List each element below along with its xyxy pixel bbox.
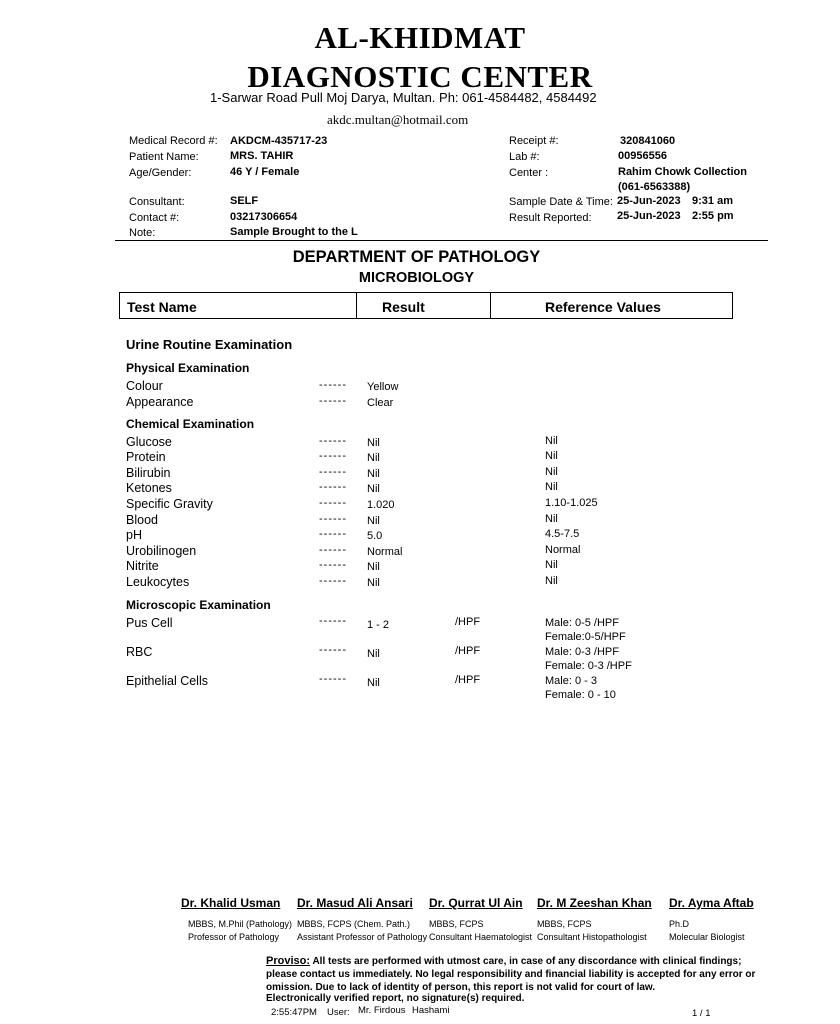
test-unit: /HPF	[455, 616, 481, 628]
dash-leader: ------	[319, 497, 347, 509]
test-name: Protein	[126, 450, 166, 464]
column-divider	[490, 292, 491, 319]
test-result: Yellow	[367, 381, 399, 393]
lab-email: akdc.multan@hotmail.com	[327, 112, 469, 127]
doctor-title: Molecular Biologist	[669, 932, 745, 942]
center-value: Rahim Chowk Collection	[618, 166, 747, 178]
name-value: MRS. TAHIR	[230, 150, 294, 162]
mr-label: Medical Record #:	[129, 135, 218, 147]
dash-leader: ------	[319, 450, 347, 462]
test-name: Urobilinogen	[126, 544, 197, 558]
test-name: Colour	[126, 379, 163, 393]
dash-leader: ------	[319, 575, 347, 587]
mr-value: AKDCM-435717-23	[230, 135, 328, 147]
dash-leader: ------	[319, 673, 347, 685]
center-phone: (061-6563388)	[618, 181, 691, 193]
lab-number-value: 00956556	[618, 150, 667, 162]
contact-label: Contact #:	[129, 212, 180, 224]
doctor-title: Consultant Haematologist	[429, 932, 533, 942]
doctor-title: Consultant Histopathologist	[537, 932, 647, 942]
proviso-text: All tests are performed with utmost care, in case of any discordance with clinical findings; please contact us immediately. No legal responsibility and financial liability is accepted for any error or omission. Due to lack of identity of person, this report is not valid for court of law.	[266, 956, 756, 993]
test-name: RBC	[126, 645, 153, 659]
age-label: Age/Gender:	[129, 167, 192, 179]
dash-leader: ------	[319, 559, 347, 571]
doctor-qualification: Ph.D	[669, 919, 690, 929]
test-name: Appearance	[126, 395, 194, 409]
contact-value: 03217306654	[230, 211, 298, 223]
dash-leader: ------	[319, 544, 347, 556]
test-result: Clear	[367, 397, 394, 409]
age-value: 46 Y / Female	[230, 166, 300, 178]
test-result: 1.020	[367, 499, 395, 511]
reference-value: Nil	[545, 513, 558, 525]
exam-title: Urine Routine Examination	[126, 337, 293, 352]
user-surname: Hashami	[412, 1005, 450, 1016]
physical-title: Physical Examination	[126, 361, 250, 375]
verified-note: Electronically verified report, no signature(s) required.	[266, 993, 525, 1004]
header-reference: Reference Values	[545, 299, 661, 315]
sample-label: Sample Date & Time:	[509, 196, 613, 208]
sample-date: 25-Jun-2023	[617, 195, 681, 207]
doctor-title: Assistant Professor of Pathology	[297, 932, 428, 942]
test-result: Nil	[367, 468, 380, 480]
dash-leader: ------	[319, 528, 347, 540]
reference-value: Female:0-5/HPF	[545, 631, 626, 643]
reference-value: Female: 0 - 10	[545, 689, 616, 701]
user-label: User:	[327, 1007, 350, 1018]
dash-leader: ------	[319, 395, 347, 407]
header-result: Result	[382, 299, 425, 315]
lab-name-line1: AL-KHIDMAT	[314, 20, 526, 55]
page-number: 1 / 1	[692, 1008, 711, 1019]
dash-leader: ------	[319, 615, 347, 627]
doctor-qualification: MBBS, FCPS	[537, 919, 592, 929]
lab-address: 1-Sarwar Road Pull Moj Darya, Multan. Ph: 061-4584482, 4584492	[210, 90, 597, 105]
test-unit: /HPF	[455, 674, 481, 686]
test-result: Nil	[367, 483, 380, 495]
reference-value: Nil	[545, 435, 558, 447]
lab-name-line2: DIAGNOSTIC CENTER	[247, 59, 593, 94]
department-title: DEPARTMENT OF PATHOLOGY	[292, 248, 541, 266]
result-time: 2:55 pm	[692, 210, 734, 222]
dash-leader: ------	[319, 466, 347, 478]
column-divider	[356, 292, 357, 319]
test-result: Nil	[367, 561, 380, 573]
doctor-name: Dr. Masud Ali Ansari	[297, 896, 413, 910]
test-name: Ketones	[126, 481, 172, 495]
reference-value: Nil	[545, 466, 558, 478]
dash-leader: ------	[319, 481, 347, 493]
reference-value: Nil	[545, 559, 558, 571]
reference-value: Nil	[545, 575, 558, 587]
test-result: Normal	[367, 546, 403, 558]
consultant-value: SELF	[230, 195, 259, 207]
test-name: pH	[126, 528, 142, 542]
reference-value: Nil	[545, 481, 558, 493]
proviso	[266, 955, 762, 994]
test-result: 1 - 2	[367, 619, 390, 631]
reference-value: Female: 0-3 /HPF	[545, 660, 632, 672]
test-result: Nil	[367, 577, 380, 589]
receipt-value: 320841060	[620, 135, 676, 147]
test-name: Specific Gravity	[126, 497, 213, 511]
test-unit: /HPF	[455, 645, 481, 657]
header-divider	[115, 240, 768, 241]
chemical-title: Chemical Examination	[126, 417, 255, 431]
reference-value: Male: 0-3 /HPF	[545, 646, 619, 658]
print-time: 2:55:47PM	[271, 1007, 317, 1018]
proviso-label: Proviso:	[266, 955, 311, 967]
doctor-name: Dr. Qurrat Ul Ain	[429, 896, 523, 910]
user-name: Mr. Firdous	[358, 1005, 406, 1016]
test-result: Nil	[367, 677, 380, 689]
test-name: Glucose	[126, 435, 172, 449]
dash-leader: ------	[319, 644, 347, 656]
test-result: Nil	[367, 648, 380, 660]
test-name: Leukocytes	[126, 575, 190, 589]
consultant-label: Consultant:	[129, 196, 185, 208]
dash-leader: ------	[319, 379, 347, 391]
reference-value: 1.10-1.025	[545, 497, 598, 509]
reference-value: Nil	[545, 450, 558, 462]
reference-value: Male: 0 - 3	[545, 675, 597, 687]
doctor-name: Dr. Ayma Aftab	[669, 896, 754, 910]
reference-value: Normal	[545, 544, 581, 556]
test-name: Nitrite	[126, 559, 159, 573]
sample-time: 9:31 am	[692, 195, 733, 207]
test-name: Bilirubin	[126, 466, 171, 480]
dash-leader: ------	[319, 435, 347, 447]
receipt-label: Receipt #:	[509, 135, 559, 147]
test-name: Blood	[126, 513, 158, 527]
microscopic-title: Microscopic Examination	[126, 598, 271, 612]
department-subtitle: MICROBIOLOGY	[358, 270, 475, 286]
lab-number-label: Lab #:	[509, 151, 540, 163]
header-test-name: Test Name	[127, 299, 197, 315]
test-result: 5.0	[367, 530, 383, 542]
reference-value: 4.5-7.5	[545, 528, 580, 540]
test-result: Nil	[367, 452, 380, 464]
doctor-qualification: MBBS, FCPS	[429, 919, 484, 929]
test-name: Epithelial Cells	[126, 674, 208, 688]
test-name: Pus Cell	[126, 616, 173, 630]
dash-leader: ------	[319, 513, 347, 525]
doctor-qualification: MBBS, FCPS (Chem. Path.)	[297, 919, 411, 929]
doctor-title: Professor of Pathology	[188, 932, 280, 942]
note-label: Note:	[129, 227, 156, 239]
doctor-name: Dr. M Zeeshan Khan	[537, 896, 652, 910]
reference-value: Male: 0-5 /HPF	[545, 617, 619, 629]
result-label: Result Reported:	[509, 212, 592, 224]
name-label: Patient Name:	[129, 151, 199, 163]
note-value: Sample Brought to the L	[230, 226, 358, 238]
test-result: Nil	[367, 437, 380, 449]
doctor-name: Dr. Khalid Usman	[181, 896, 281, 910]
doctor-qualification: MBBS, M.Phil (Pathology)	[188, 919, 293, 929]
result-date: 25-Jun-2023	[617, 210, 681, 222]
center-label: Center :	[509, 167, 549, 179]
test-result: Nil	[367, 515, 380, 527]
